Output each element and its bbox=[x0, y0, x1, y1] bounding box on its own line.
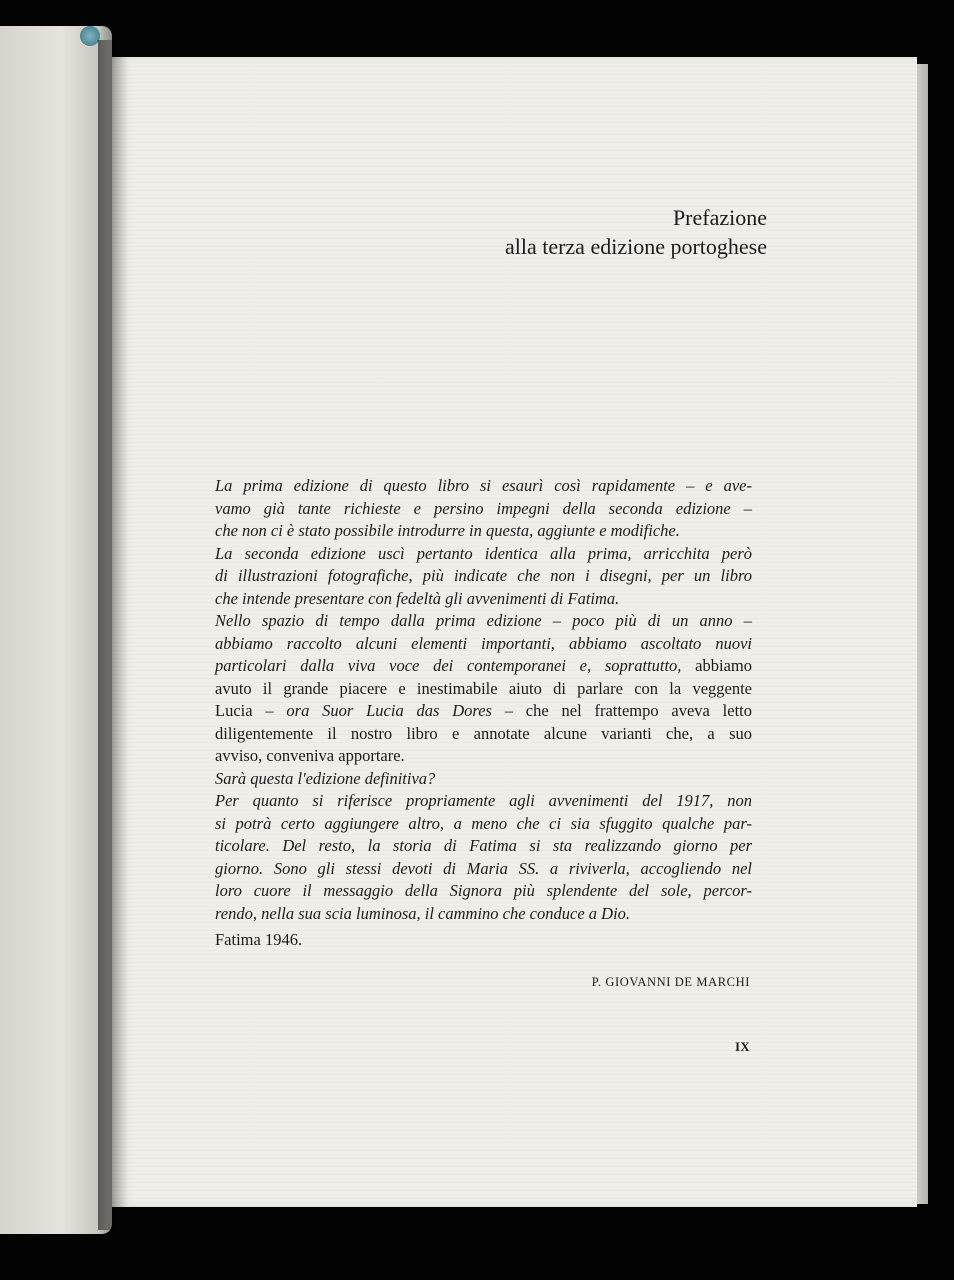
body-line: Nello spazio di tempo dalla prima edizione – poco più di un anno – bbox=[215, 611, 752, 630]
body-line-italic-part: ora Suor Lucia das Dores bbox=[286, 701, 492, 720]
body-line bbox=[215, 655, 752, 678]
right-page bbox=[112, 57, 917, 1207]
body-line: avviso, conveniva apportare. bbox=[215, 746, 405, 765]
body-line: di illustrazioni fotografiche, più indicate che non i disegni, per un libro bbox=[215, 566, 752, 585]
body-line-roman-part: abbiamo bbox=[681, 656, 752, 675]
body-line: giorno. Sono gli stessi devoti di Maria SS. a riviverla, accogliendo nel bbox=[215, 858, 752, 878]
body-line: Sarà questa l'edizione definitiva? bbox=[215, 768, 436, 788]
binding-thread bbox=[80, 26, 100, 46]
body-line-roman-part: Lucia – bbox=[215, 701, 287, 720]
body-line: loro cuore il messaggio della Signora più splendente del sole, percor- bbox=[215, 881, 752, 900]
body-line: rendo, nella sua scia luminosa, il cammino che conduce a Dio. bbox=[215, 903, 631, 923]
body-line: ticolare. Del resto, la storia di Fatima si sta realizzando giorno per bbox=[215, 836, 752, 855]
page-title bbox=[505, 203, 767, 261]
author-signature: P. GIOVANNI DE MARCHI bbox=[591, 975, 750, 989]
title-line-1: Prefazione bbox=[672, 205, 767, 230]
body-line: abbiamo raccolto alcuni elementi importanti, abbiamo ascoltato nuovi bbox=[215, 633, 752, 653]
page-number: IX bbox=[735, 1040, 750, 1054]
body-line: che non ci è stato possibile introdurre in questa, aggiunte e modifiche. bbox=[215, 521, 680, 540]
left-page bbox=[0, 26, 112, 1234]
preface-body bbox=[215, 475, 752, 925]
body-line: Per quanto si riferisce propriamente agli avvenimenti del 1917, non bbox=[215, 791, 752, 810]
body-line: che intende presentare con fedeltà gli avvenimenti di Fatima. bbox=[215, 588, 620, 608]
body-line: si potrà certo aggiungere altro, a meno che ci sia sfuggito qualche par- bbox=[215, 813, 752, 833]
title-line-2: alla terza edizione portoghese bbox=[504, 234, 767, 259]
body-line: vamo già tante richieste e persino impegni della seconda edizione – bbox=[215, 498, 752, 518]
body-line: La seconda edizione uscì pertanto identica alla prima, arricchita però bbox=[215, 543, 752, 563]
body-line bbox=[215, 700, 752, 723]
body-line: diligentemente il nostro libro e annotate alcune varianti che, a suo bbox=[215, 723, 752, 743]
gutter-shadow bbox=[98, 40, 128, 1230]
body-line: avuto il grande piacere e inestimabile aiuto di parlare con la veggente bbox=[215, 678, 752, 698]
body-line: La prima edizione di questo libro si esaurì così rapidamente – e ave- bbox=[215, 476, 752, 495]
body-line-italic-part: particolari dalla viva voce dei contemporanei e, soprattutto, bbox=[215, 656, 682, 675]
place-date: Fatima 1946. bbox=[215, 930, 303, 949]
body-line-roman-part: – che nel frattempo aveva letto bbox=[491, 701, 752, 720]
